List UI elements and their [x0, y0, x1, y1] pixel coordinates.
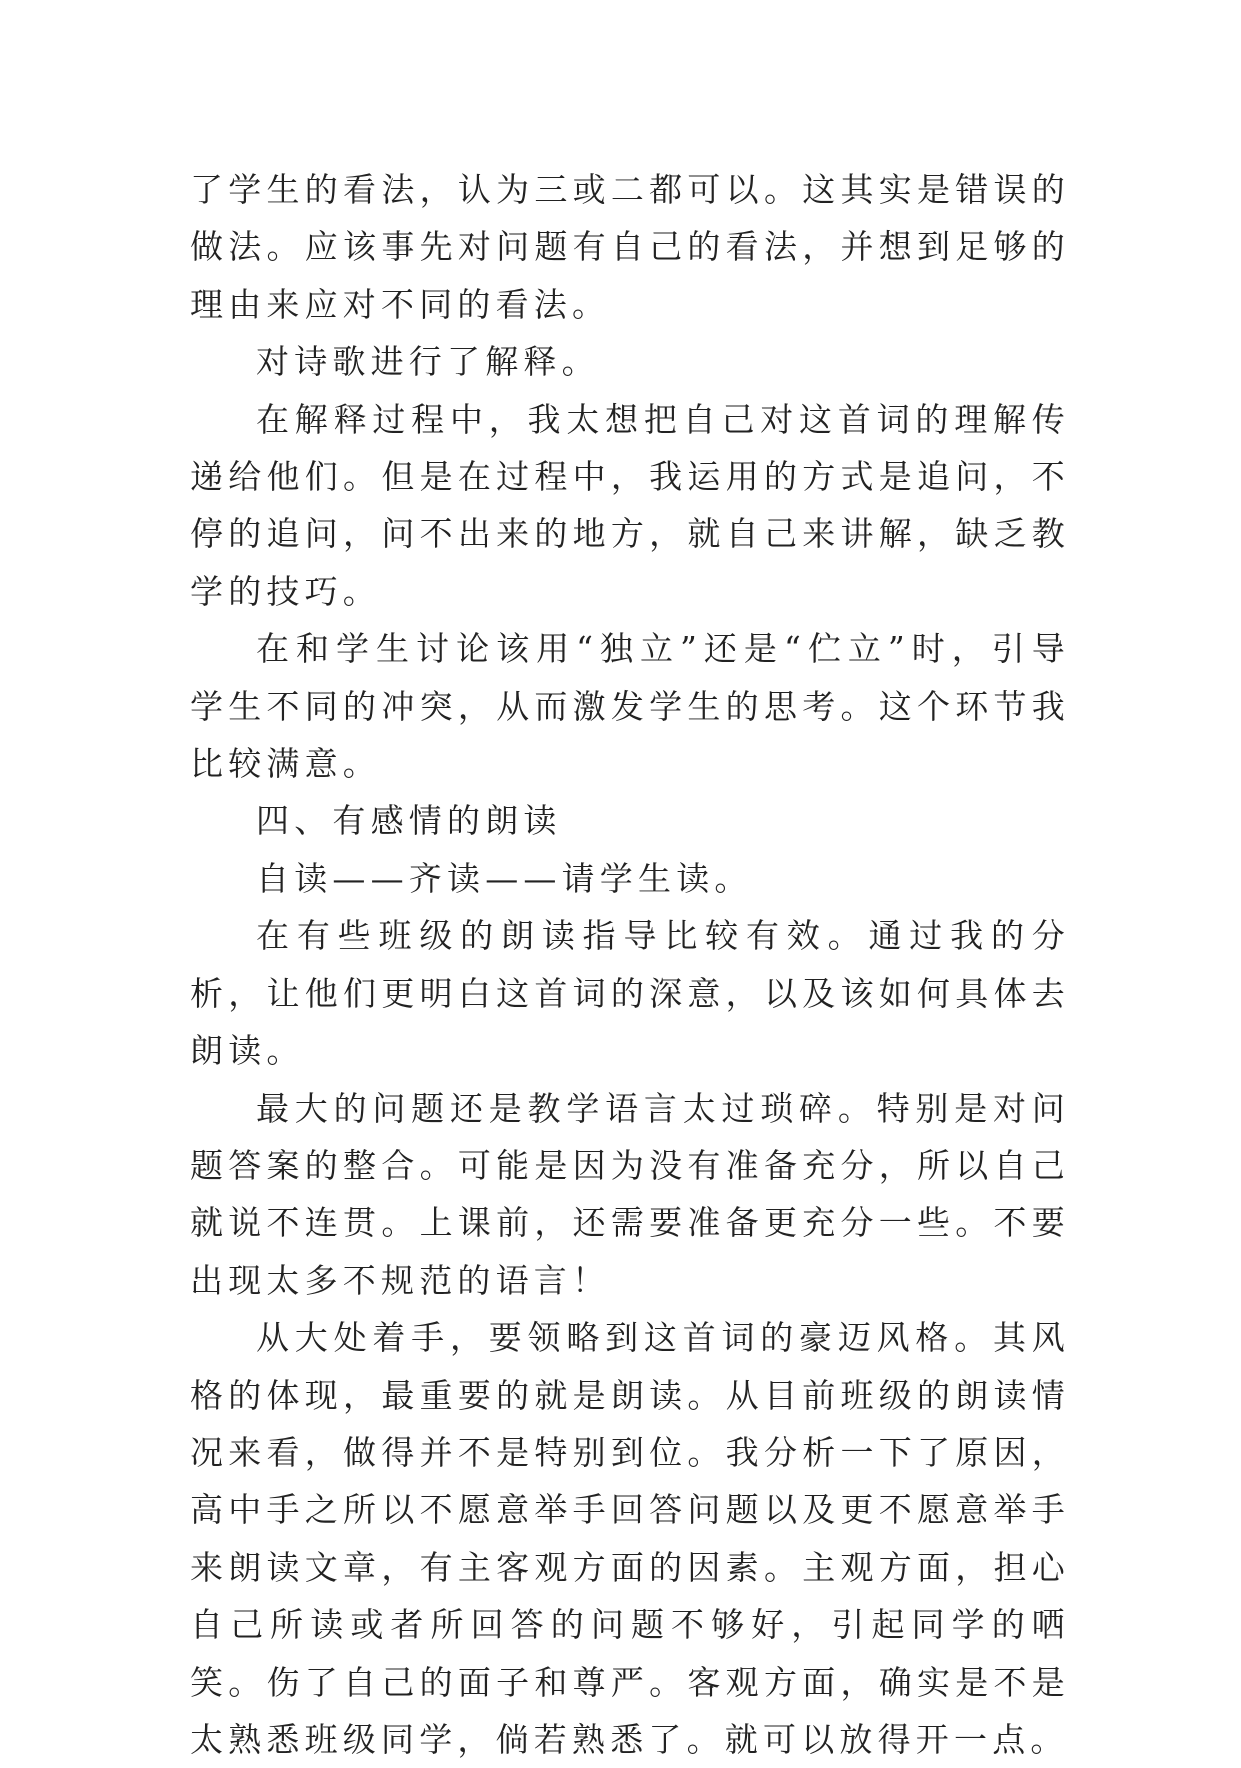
paragraph: 对诗歌进行了解释。 [256, 342, 600, 382]
section-heading: 四、有感情的朗读 [256, 801, 562, 841]
paragraph: 在和学生讨论该用“独立”还是“伫立”时，引导学生不同的冲突，从而激发学生的思考。这个环节我比较满意。 [190, 629, 1070, 784]
paragraph: 最大的问题还是教学语言太过琐碎。特别是对问题答案的整合。可能是因为没有准备充分，所以自己就说不连贯。上课前，还需要准备更充分一些。不要出现太多不规范的语言！ [190, 1088, 1070, 1300]
paragraph: 了学生的看法，认为三或二都可以。这其实是错误的做法。应该事先对问题有自己的看法，并想到足够的理由来应对不同的看法。 [190, 170, 1070, 324]
paragraph: 在解释过程中，我太想把自己对这首词的理解传递给他们。但是在过程中，我运用的方式是追问，不停的追问，问不出来的地方，就自己来讲解，缺乏教学的技巧。 [190, 399, 1070, 611]
paragraph: 在有些班级的朗读指导比较有效。通过我的分析，让他们更明白这首词的深意，以及该如何具体去朗读。 [190, 916, 1070, 1071]
paragraph: 从大处着手，要领略到这首词的豪迈风格。其风格的体现，最重要的就是朗读。从目前班级的朗读情况来看，做得并不是特别到位。我分析一下了原因，高中手之所以不愿意举手回答问题以及更不愿意举手来朗读文章，有主客观方面的因素。主观方面，担心自己所读或者所回答的问题不够好，引起同学的哂笑。伤了自己的面子和尊严。客观方面，确实是不是太熟悉班级同学，倘若熟悉了。就可以放得开一点。 [190, 1318, 1070, 1759]
body-text [190, 161, 1070, 1768]
paragraph: 自读——齐读——请学生读。 [256, 858, 753, 898]
